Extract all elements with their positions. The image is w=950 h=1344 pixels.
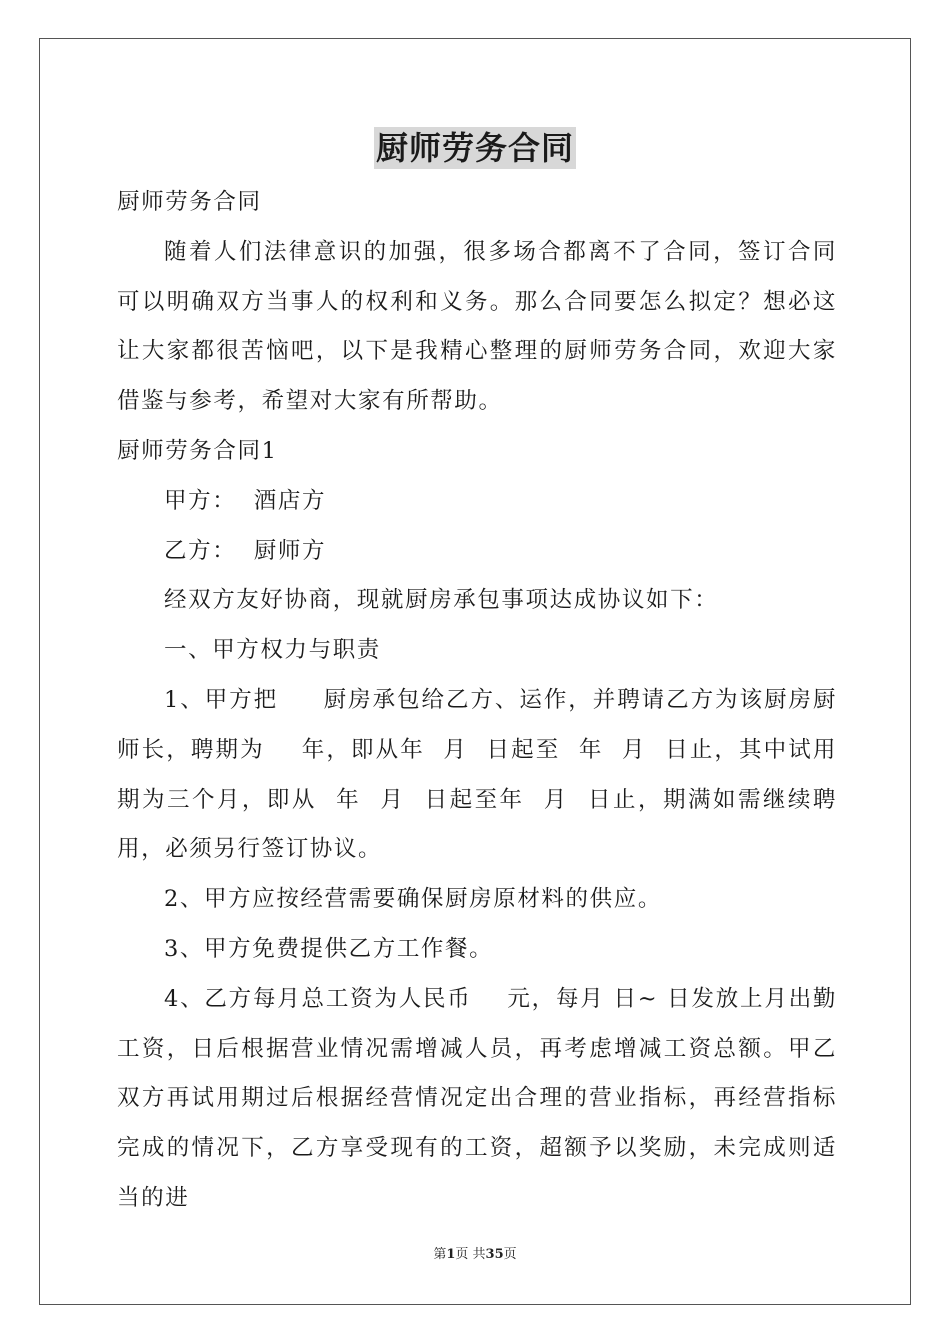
page-footer	[0, 1246, 950, 1264]
document-title-container	[0, 127, 950, 171]
paragraph: 厨师劳务合同1	[117, 437, 278, 464]
paragraph: 4、乙方每月总工资为人民币 元，每月 日~ 日发放上月出勤工资，日后根据营业情况需增减人员，再考虑增减工资总额。甲乙双方再试用期过后根据经营情况定出合理的营业指标，再经营指标完成的情况下，乙方享受现有的工资，超额予以奖励，未完成则适当的进	[117, 985, 837, 1211]
paragraph: 甲方： 酒店方	[164, 487, 327, 514]
paragraph: 厨师劳务合同	[117, 189, 262, 215]
paragraph: 2、甲方应按经营需要确保厨房原材料的供应。	[164, 886, 662, 913]
footer-suffix: 页	[503, 1247, 517, 1262]
total-page-count: 35	[485, 1247, 504, 1262]
paragraph: 乙方： 厨师方	[164, 537, 327, 564]
paragraph: 一、甲方权力与职责	[164, 637, 381, 664]
document-body	[117, 178, 837, 1224]
footer-prefix: 第	[433, 1247, 447, 1262]
paragraph: 3、甲方免费提供乙方工作餐。	[164, 935, 494, 962]
paragraph: 经双方友好协商，现就厨房承包事项达成协议如下：	[164, 587, 719, 614]
paragraph: 1、甲方把 厨房承包给乙方、运作，并聘请乙方为该厨房厨师长，聘期为 年，即从年 月 日起至 年 月 日止，其中试用期为三个月，即从 年 月 日起至年 月 日止，期满如需继续聘用，必须另行签订协议。	[117, 686, 837, 863]
current-page-number: 1	[446, 1247, 456, 1262]
footer-mid: 页 共	[455, 1247, 486, 1262]
document-title: 厨师劳务合同	[375, 129, 574, 167]
paragraph: 随着人们法律意识的加强，很多场合都离不了合同，签订合同可以明确双方当事人的权利和义务。那么合同要怎么拟定？想必这让大家都很苦恼吧，以下是我精心整理的厨师劳务合同，欢迎大家借鉴与参考，希望对大家有所帮助。	[117, 238, 837, 415]
